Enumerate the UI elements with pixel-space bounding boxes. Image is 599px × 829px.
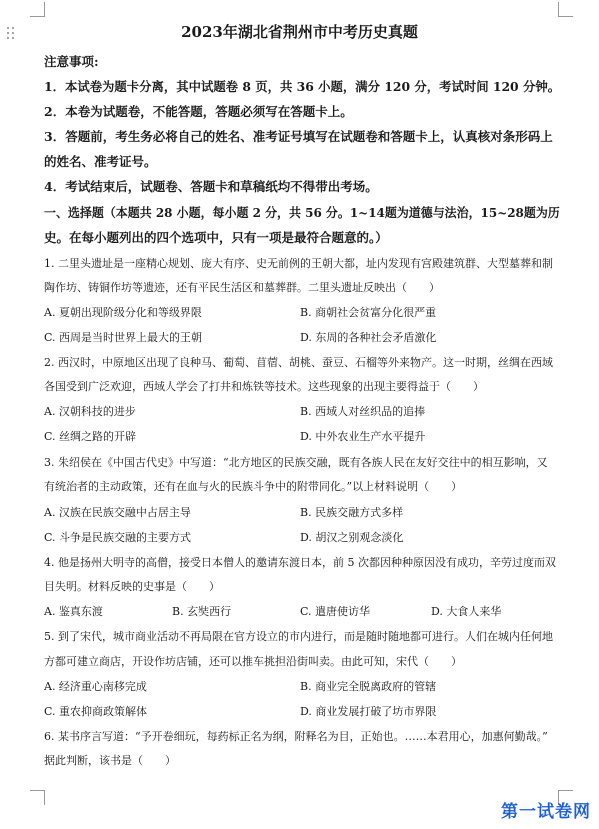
crop-mark-top-right xyxy=(558,2,573,17)
option-d[interactable]: D. 商业发展打破了坊市界限 xyxy=(300,705,437,718)
question-stem: 有统治者的主动政策，还有在血与火的民族斗争中的附带同化。”以上材料说明（ ） xyxy=(44,480,463,493)
option-c[interactable]: C. 丝绸之路的开辟 xyxy=(44,430,137,443)
notice-item: 的姓名、准考证号。 xyxy=(44,154,157,169)
option-b[interactable]: B. 民族交融方式多样 xyxy=(300,506,404,519)
option-b[interactable]: B. 玄奘西行 xyxy=(172,605,232,618)
question-stem: 3. 朱绍侯在《中国古代史》中写道：“北方地区的民族交融，既有各族人民在友好交往中的相互影响，又 xyxy=(44,456,548,469)
question-stem: 2. 西汉时，中原地区出现了良种马、葡萄、苜蓿、胡桃、蚕豆、石榴等外来物产。这一时期，丝绸在西域 xyxy=(44,356,553,369)
question-stem: 目失明。材料反映的史事是（ ） xyxy=(44,580,220,593)
crop-mark-bottom-left xyxy=(30,790,45,805)
question-stem: 陶作坊、铸铜作坊等遗迹，还有平民生活区和墓葬群。二里头遗址反映出（ ） xyxy=(44,281,440,294)
section-heading: 史。在每小题列出的四个选项中，只有一项是最符合题意的。） xyxy=(44,230,388,245)
question-stem: 5. 到了宋代，城市商业活动不再局限在官方设立的市内进行，而是随时随地都可进行。人们在城内任何地 xyxy=(44,630,553,643)
question-stem: 1. 二里头遗址是一座精心规划、庞大有序、史无前例的王朝大都，址内发现有宫殿建筑群、大型墓葬和制 xyxy=(44,257,553,270)
option-a[interactable]: A. 经济重心南移完成 xyxy=(44,680,147,693)
question-stem: 各国受到广泛欢迎，西域人学会了打井和炼铁等技术。这些现象的出现主要得益于（ ） xyxy=(44,380,484,393)
page-title: 2023年湖北省荆州市中考历史真题 xyxy=(181,23,418,41)
notice-item: 2．本卷为试题卷，不能答题，答题必须写在答题卡上。 xyxy=(44,104,353,119)
section-heading: 一、选择题（本题共 28 小题，每小题 2 分，共 56 分。1~14题为道德与法治，15~28题为历 xyxy=(44,205,560,220)
option-a[interactable]: A. 汉朝科技的进步 xyxy=(44,405,136,418)
option-c[interactable]: C. 重农抑商政策解体 xyxy=(44,705,148,718)
option-a[interactable]: A. 夏朝出现阶级分化和等级界限 xyxy=(44,306,202,319)
notice-item: 1．本试卷为题卡分离，其中试题卷 8 页，共 36 小题，满分 120 分，考试时间 120 分钟。 xyxy=(44,79,561,94)
option-c[interactable]: C. 遣唐使访华 xyxy=(300,605,371,618)
option-b[interactable]: B. 商业完全脱离政府的管辖 xyxy=(300,680,437,693)
option-d[interactable]: D. 中外农业生产水平提升 xyxy=(300,430,426,443)
question-stem: 方都可建立商店，开设作坊店铺，还可以推车挑担沿街叫卖。由此可知，宋代（ ） xyxy=(44,655,462,668)
crop-mark-top-left xyxy=(30,2,45,17)
option-d[interactable]: D. 大食人来华 xyxy=(431,605,502,618)
site-watermark: 第一试卷网 xyxy=(501,802,591,822)
option-a[interactable]: A. 鉴真东渡 xyxy=(44,605,103,618)
notice-item: 3．答题前，考生务必将自己的姓名、准考证号填写在试题卷和答题卡上，认真核对条形码上 xyxy=(44,129,553,144)
question-stem: 据此判断，该书是（ ） xyxy=(44,754,176,767)
notice-heading: 注意事项: xyxy=(44,54,99,69)
option-c[interactable]: C. 斗争是民族交融的主要方式 xyxy=(44,531,192,544)
option-d[interactable]: D. 胡汉之别观念淡化 xyxy=(300,531,404,544)
notice-item: 4．考试结束后，试题卷、答题卡和草稿纸均不得带出考场。 xyxy=(44,179,378,194)
question-stem: 4. 他是扬州大明寺的高僧，接受日本僧人的邀请东渡日本，前 5 次都因种种原因没有成功，辛劳过度而双 xyxy=(44,556,556,569)
option-b[interactable]: B. 商朝社会贫富分化很严重 xyxy=(300,306,437,319)
question-stem: 6. 某书序言写道：“予开卷细玩，每药标正名为纲，附释名为目，正始也。……本君用心，加惠何勤哉。” xyxy=(44,730,548,743)
option-a[interactable]: A. 汉族在民族交融中占居主导 xyxy=(44,506,191,519)
option-d[interactable]: D. 东周的各种社会矛盾激化 xyxy=(300,331,437,344)
option-b[interactable]: B. 西域人对丝织品的追捧 xyxy=(300,405,426,418)
option-c[interactable]: C. 西周是当时世界上最大的王朝 xyxy=(44,331,203,344)
